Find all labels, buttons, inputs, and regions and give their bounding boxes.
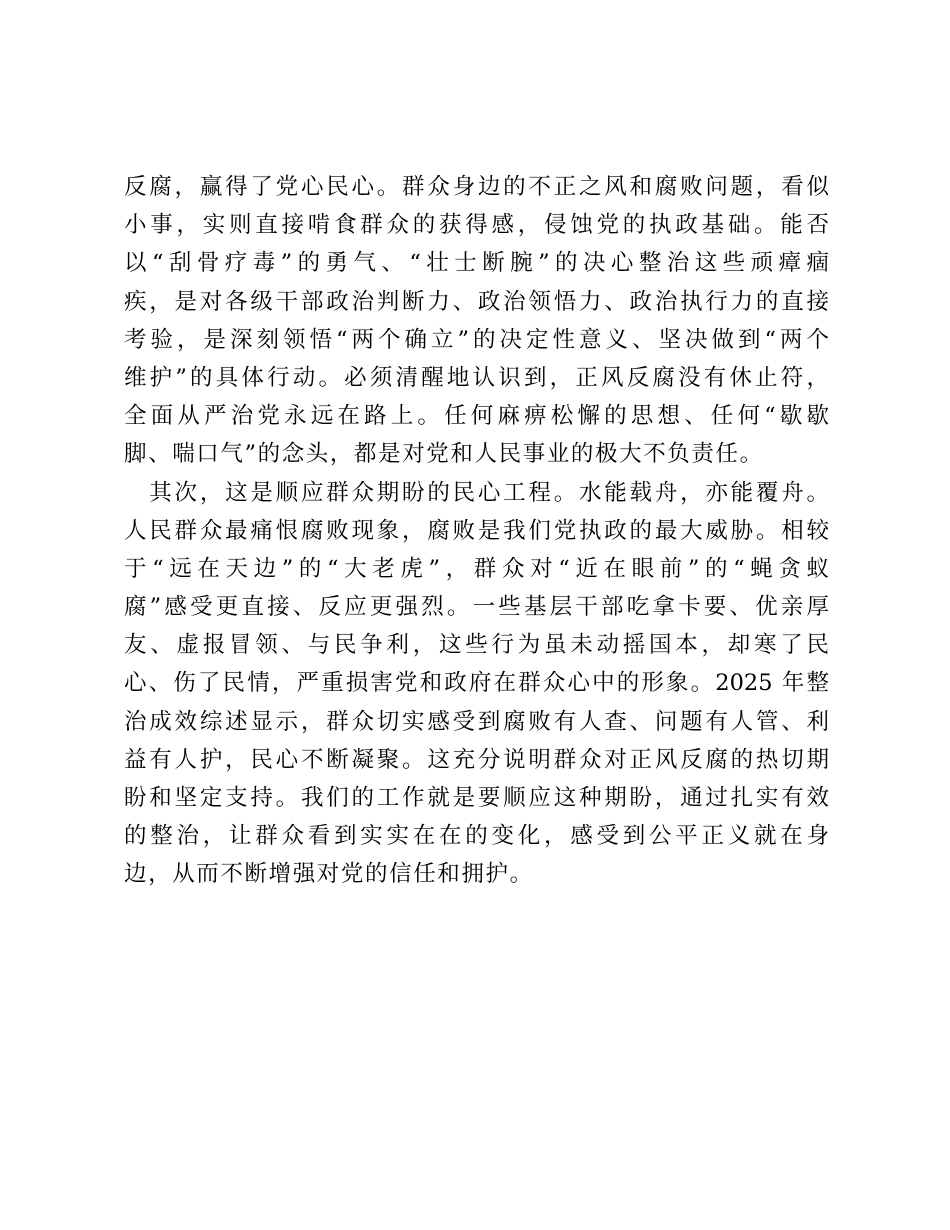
text-line: 以“刮骨疗毒”的勇气、“壮士断腕”的决心整治这些顽瘴痼 xyxy=(124,250,829,277)
text-line: 维护”的具体行动。必须清醒地认识到，正风反腐没有休止符， xyxy=(124,364,829,391)
body-text xyxy=(124,168,829,894)
text-line: 人民群众最痛恨腐败现象，腐败是我们党执政的最大威胁。相较 xyxy=(124,517,829,544)
text-line: 其次，这是顺应群众期盼的民心工程。水能载舟，亦能覆舟。 xyxy=(124,479,829,506)
text-line: 益有人护，民心不断凝聚。这充分说明群众对正风反腐的热切期 xyxy=(124,746,829,773)
text-line: 脚、喘口气”的念头，都是对党和人民事业的极大不负责任。 xyxy=(124,441,764,468)
text-line: 边，从而不断增强对党的信任和拥护。 xyxy=(124,861,534,888)
text-line: 疾，是对各级干部政治判断力、政治领悟力、政治执行力的直接 xyxy=(124,288,829,315)
text-line: 于“远在天边”的“大老虎”，群众对“近在眼前”的“蝇贪蚁 xyxy=(124,555,829,582)
text-line: 反腐，赢得了党心民心。群众身边的不正之风和腐败问题，看似 xyxy=(124,174,829,200)
text-line: 小事，实则直接啃食群众的获得感，侵蚀党的执政基础。能否 xyxy=(124,212,829,239)
text-line: 的整治，让群众看到实实在在的变化，感受到公平正义就在身 xyxy=(124,823,829,850)
text-line: 腐”感受更直接、反应更强烈。一些基层干部吃拿卡要、优亲厚 xyxy=(124,594,829,621)
text-line: 友、虚报冒领、与民争利，这些行为虽未动摇国本，却寒了民 xyxy=(124,632,829,659)
text-line: 全面从严治党永远在路上。任何麻痹松懈的思想、任何“歇歇 xyxy=(124,403,829,430)
text-line: 盼和坚定支持。我们的工作就是要顺应这种期盼，通过扎实有效 xyxy=(124,785,829,811)
text-line: 心、伤了民情，严重损害党和政府在群众心中的形象。2025 年整 xyxy=(124,670,829,697)
text-line: 治成效综述显示，群众切实感受到腐败有人查、问题有人管、利 xyxy=(124,708,829,735)
text-line: 考验，是深刻领悟“两个确立”的决定性意义、坚决做到“两个 xyxy=(124,326,829,353)
